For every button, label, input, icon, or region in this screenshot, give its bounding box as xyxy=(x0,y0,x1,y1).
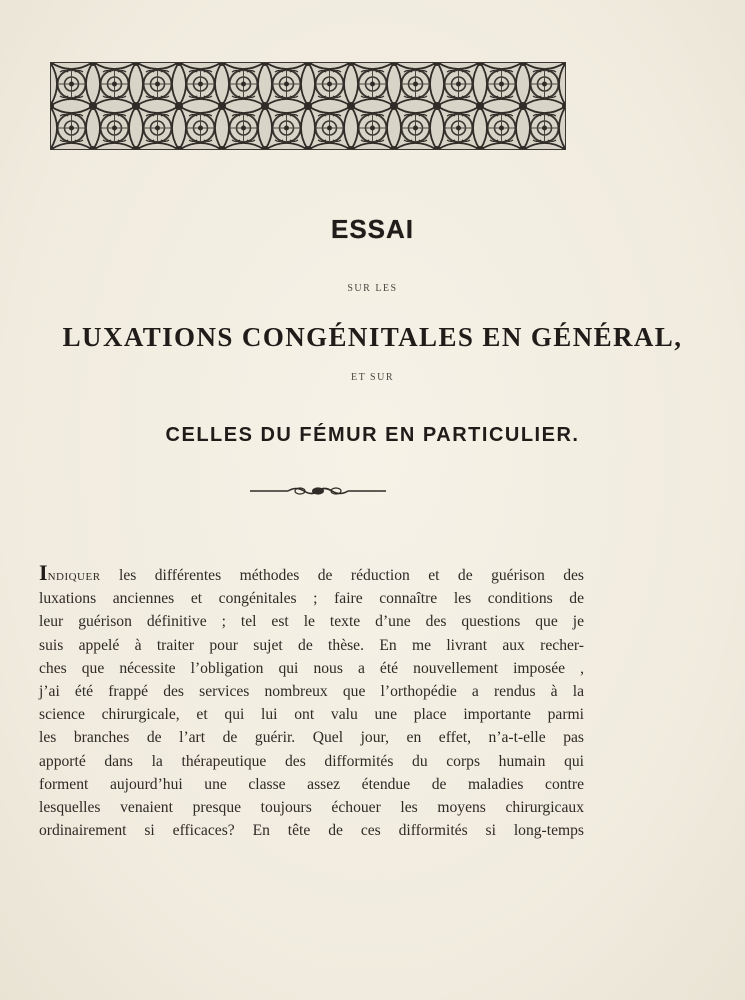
text-line: suis appelé à traiter pour sujet de thèse. En me livrant aux recher- xyxy=(39,636,584,654)
text-line xyxy=(39,560,584,587)
smallcaps-word: NDIQUER xyxy=(47,571,101,583)
ornamental-header-band xyxy=(50,62,566,150)
text-line: leur guérison définitive ; tel est le texte d’une des questions que je xyxy=(39,613,584,631)
text-line: science chirurgicale, et qui lui ont valu une place importante parmi xyxy=(39,706,584,724)
title-main: LUXATIONS CONGÉNITALES EN GÉNÉRAL, xyxy=(62,322,683,352)
text-line-content: les différentes méthodes de réduction et de guérison des xyxy=(100,567,584,584)
ornamental-rule-icon xyxy=(248,484,388,498)
ornamental-rule xyxy=(248,484,388,498)
subtitle-sur-les: SUR LES xyxy=(347,283,398,294)
text-line: luxations anciennes et congénitales ; faire connaître les conditions de xyxy=(39,590,584,608)
text-line: les branches de l’art de guérir. Quel jour, en effet, n’a-t-elle pas xyxy=(39,729,584,747)
text-line: apporté dans la thérapeutique des difformités du corps humain qui xyxy=(39,752,584,770)
drop-cap: I xyxy=(39,560,48,585)
title-second: CELLES DU FÉMUR EN PARTICULIER. xyxy=(165,424,580,446)
subtitle-et-sur: ET SUR xyxy=(351,372,394,383)
text-line: j’ai été frappé des services nombreux que l’orthopédie a rendus à la xyxy=(39,682,584,700)
body-paragraph xyxy=(39,560,584,842)
text-line: forment aujourd’hui une classe assez étendue de maladies contre xyxy=(39,775,584,793)
text-line: lesquelles venaient presque toujours échouer les moyens chirurgicaux xyxy=(39,798,584,816)
arabesque-ornament-icon xyxy=(50,62,566,150)
text-line: ches que nécessite l’obligation qui nous a été nouvellement imposée , xyxy=(39,659,584,677)
text-line: ordinairement si efficaces? En tête de ces difformités si long-temps xyxy=(39,822,584,840)
title-essai: ESSAI xyxy=(330,214,415,244)
